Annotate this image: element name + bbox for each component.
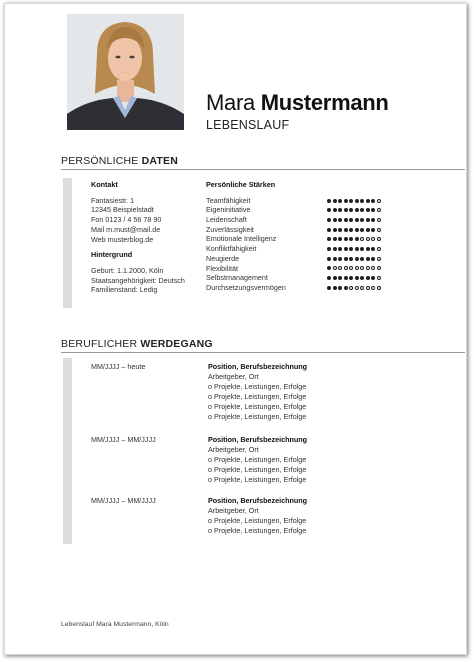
rating-dot-empty: [355, 286, 359, 290]
rating-dot-empty: [371, 286, 375, 290]
rating-dot-filled: [355, 208, 359, 212]
achievement-item: o Projekte, Leistungen, Erfolge: [208, 465, 307, 475]
rating-dot-empty: [360, 237, 364, 241]
rating-dot-filled: [338, 218, 342, 222]
background-line: Geburt: 1.1.2000, Köln: [91, 265, 164, 275]
skill-rating: [327, 257, 381, 261]
skill-rating: [327, 266, 381, 270]
rating-dot-filled: [338, 286, 342, 290]
skill-row: [206, 244, 381, 254]
skill-name: Konfliktfähigkeit: [206, 244, 257, 254]
contact-lines: [91, 196, 185, 245]
skill-name: Emotionale Intelligenz: [206, 234, 277, 244]
job-employer: Arbeitgeber, Ort: [208, 372, 259, 381]
rating-dot-filled: [360, 199, 364, 203]
portrait-image: [67, 14, 184, 130]
section-side-bar-career: [63, 358, 72, 544]
rating-dot-filled: [360, 228, 364, 232]
person-name: [206, 90, 389, 116]
section-title-career-light: BERUFLICHER: [61, 338, 138, 350]
rating-dot-empty: [377, 247, 381, 251]
rating-dot-filled: [333, 228, 337, 232]
rating-dot-filled: [344, 228, 348, 232]
rating-dot-empty: [366, 237, 370, 241]
rating-dot-filled: [344, 208, 348, 212]
rating-dot-empty: [377, 199, 381, 203]
job-date: MM/JJJJ – MM/JJJJ: [91, 496, 156, 505]
achievement-item: o Projekte, Leistungen, Erfolge: [208, 475, 307, 485]
skill-rating: [327, 286, 381, 290]
background-line: Familienstand: Ledig: [91, 285, 158, 295]
rating-dot-filled: [327, 208, 331, 212]
skill-name: Eigeninitiative: [206, 205, 251, 215]
rating-dot-empty: [349, 286, 353, 290]
skill-name: Selbstmanagement: [206, 273, 268, 283]
section-title-personal-bold: DATEN: [141, 155, 178, 167]
skill-row: [206, 234, 381, 244]
job-detail: [208, 435, 307, 485]
rating-dot-filled: [344, 218, 348, 222]
document-subtitle: LEBENSLAUF: [206, 118, 290, 132]
job-position: Position, Berufsbezeichnung: [208, 496, 308, 505]
rating-dot-filled: [349, 208, 353, 212]
background-line: Staatsangehörigkeit: Deutsch: [91, 275, 185, 285]
rating-dot-filled: [371, 218, 375, 222]
skills-list: [206, 196, 381, 293]
rating-dot-filled: [349, 257, 353, 261]
first-name: Mara: [206, 90, 255, 115]
skill-rating: [327, 247, 381, 251]
rating-dot-filled: [344, 286, 348, 290]
job-date: MM/JJJJ – heute: [91, 362, 146, 371]
skill-rating: [327, 237, 381, 241]
rating-dot-filled: [333, 218, 337, 222]
job-employer: Arbeitgeber, Ort: [208, 445, 259, 454]
rating-dot-filled: [333, 208, 337, 212]
rating-dot-empty: [344, 266, 348, 270]
skill-rating: [327, 218, 381, 222]
rating-dot-empty: [377, 218, 381, 222]
rating-dot-filled: [327, 247, 331, 251]
rating-dot-filled: [338, 247, 342, 251]
rating-dot-empty: [371, 266, 375, 270]
rating-dot-empty: [349, 266, 353, 270]
rating-dot-empty: [377, 237, 381, 241]
rating-dot-filled: [344, 237, 348, 241]
rating-dot-filled: [355, 247, 359, 251]
strengths-heading: Persönliche Stärken: [206, 180, 276, 189]
rating-dot-filled: [327, 286, 331, 290]
rating-dot-empty: [338, 266, 342, 270]
rating-dot-empty: [355, 266, 359, 270]
cv-page: [4, 3, 467, 655]
rating-dot-filled: [349, 247, 353, 251]
rating-dot-filled: [366, 228, 370, 232]
rating-dot-empty: [366, 286, 370, 290]
rating-dot-filled: [371, 199, 375, 203]
contact-column: [91, 180, 185, 295]
achievement-item: o Projekte, Leistungen, Erfolge: [208, 392, 307, 402]
rating-dot-filled: [360, 257, 364, 261]
rating-dot-filled: [344, 247, 348, 251]
last-name: Mustermann: [260, 90, 389, 115]
rating-dot-filled: [371, 228, 375, 232]
rating-dot-filled: [366, 208, 370, 212]
rating-dot-filled: [371, 257, 375, 261]
section-title-personal: [61, 155, 178, 167]
rating-dot-filled: [366, 199, 370, 203]
rating-dot-filled: [355, 276, 359, 280]
rating-dot-filled: [333, 257, 337, 261]
background-lines: [91, 266, 185, 295]
rating-dot-filled: [327, 257, 331, 261]
contact-heading: Kontakt: [91, 180, 118, 189]
rating-dot-filled: [333, 199, 337, 203]
rating-dot-filled: [371, 276, 375, 280]
skill-name: Flexibilität: [206, 263, 238, 273]
job-detail: [208, 362, 307, 422]
achievement-item: o Projekte, Leistungen, Erfolge: [208, 382, 307, 392]
job-position: Position, Berufsbezeichnung: [208, 362, 308, 371]
rating-dot-filled: [327, 228, 331, 232]
rating-dot-filled: [333, 276, 337, 280]
rating-dot-empty: [366, 266, 370, 270]
rating-dot-filled: [366, 247, 370, 251]
section-divider-career: [61, 352, 465, 353]
rating-dot-empty: [333, 266, 337, 270]
rating-dot-filled: [338, 257, 342, 261]
contact-line: Fon 0123 / 4 56 78 90: [91, 215, 162, 225]
section-divider-personal: [61, 169, 465, 170]
rating-dot-filled: [360, 208, 364, 212]
rating-dot-filled: [338, 276, 342, 280]
rating-dot-empty: [377, 286, 381, 290]
skill-row: [206, 254, 381, 264]
skill-name: Teamfähigkeit: [206, 195, 251, 205]
rating-dot-filled: [344, 276, 348, 280]
section-title-career: [61, 338, 213, 350]
rating-dot-filled: [327, 266, 331, 270]
rating-dot-filled: [366, 276, 370, 280]
job-employer: Arbeitgeber, Ort: [208, 506, 259, 515]
job-achievements: [208, 516, 307, 536]
skill-name: Leidenschaft: [206, 215, 247, 225]
job-achievements: [208, 382, 307, 422]
achievement-item: o Projekte, Leistungen, Erfolge: [208, 516, 307, 526]
section-side-bar-personal: [63, 178, 72, 308]
job-date: MM/JJJJ – MM/JJJJ: [91, 435, 156, 444]
contact-line: Web musterblog.de: [91, 234, 154, 244]
rating-dot-filled: [355, 237, 359, 241]
rating-dot-filled: [338, 237, 342, 241]
rating-dot-filled: [333, 237, 337, 241]
rating-dot-filled: [371, 247, 375, 251]
rating-dot-filled: [338, 208, 342, 212]
rating-dot-filled: [349, 218, 353, 222]
rating-dot-filled: [344, 199, 348, 203]
strengths-column: [206, 180, 381, 293]
section-title-personal-light: PERSÖNLICHE: [61, 155, 139, 167]
rating-dot-filled: [371, 208, 375, 212]
section-title-career-bold: WERDEGANG: [140, 338, 213, 350]
rating-dot-filled: [355, 199, 359, 203]
achievement-item: o Projekte, Leistungen, Erfolge: [208, 455, 307, 465]
job-achievements: [208, 455, 307, 485]
rating-dot-filled: [349, 276, 353, 280]
rating-dot-filled: [355, 257, 359, 261]
skill-rating: [327, 228, 381, 232]
rating-dot-filled: [333, 286, 337, 290]
rating-dot-filled: [327, 218, 331, 222]
rating-dot-filled: [360, 276, 364, 280]
rating-dot-filled: [360, 218, 364, 222]
rating-dot-filled: [349, 228, 353, 232]
rating-dot-empty: [371, 237, 375, 241]
rating-dot-filled: [360, 247, 364, 251]
skill-name: Neugierde: [206, 253, 240, 263]
rating-dot-filled: [355, 218, 359, 222]
rating-dot-filled: [333, 247, 337, 251]
rating-dot-filled: [338, 199, 342, 203]
skill-row: [206, 215, 381, 225]
rating-dot-empty: [377, 266, 381, 270]
rating-dot-empty: [377, 276, 381, 280]
skill-name: Durchsetzungsvermögen: [206, 282, 286, 292]
skill-rating: [327, 199, 381, 203]
contact-line: Mail m.must@mail.de: [91, 224, 161, 234]
rating-dot-filled: [327, 199, 331, 203]
rating-dot-filled: [338, 228, 342, 232]
rating-dot-filled: [349, 199, 353, 203]
background-heading: Hintergrund: [91, 250, 133, 260]
contact-line: 12345 Beispielstadt: [91, 205, 154, 215]
skill-rating: [327, 276, 381, 280]
rating-dot-filled: [327, 237, 331, 241]
rating-dot-empty: [360, 286, 364, 290]
rating-dot-filled: [344, 257, 348, 261]
skill-row: [206, 283, 381, 293]
skill-row: [206, 205, 381, 215]
skill-row: [206, 196, 381, 206]
skill-row: [206, 225, 381, 235]
achievement-item: o Projekte, Leistungen, Erfolge: [208, 526, 307, 536]
skill-name: Zuverlässigkeit: [206, 224, 254, 234]
rating-dot-filled: [349, 237, 353, 241]
job-position: Position, Berufsbezeichnung: [208, 435, 308, 444]
profile-photo: [67, 14, 184, 130]
achievement-item: o Projekte, Leistungen, Erfolge: [208, 412, 307, 422]
rating-dot-empty: [377, 228, 381, 232]
rating-dot-filled: [355, 228, 359, 232]
rating-dot-empty: [360, 266, 364, 270]
rating-dot-filled: [366, 257, 370, 261]
rating-dot-filled: [327, 276, 331, 280]
contact-line: Fantasiestr. 1: [91, 195, 135, 205]
rating-dot-empty: [377, 257, 381, 261]
rating-dot-filled: [366, 218, 370, 222]
job-detail: [208, 496, 307, 536]
skill-row: [206, 264, 381, 274]
skill-row: [206, 273, 381, 283]
skill-rating: [327, 208, 381, 212]
achievement-item: o Projekte, Leistungen, Erfolge: [208, 402, 307, 412]
footer-text: Lebenslauf Mara Mustermann, Köln: [61, 621, 169, 628]
rating-dot-empty: [377, 208, 381, 212]
